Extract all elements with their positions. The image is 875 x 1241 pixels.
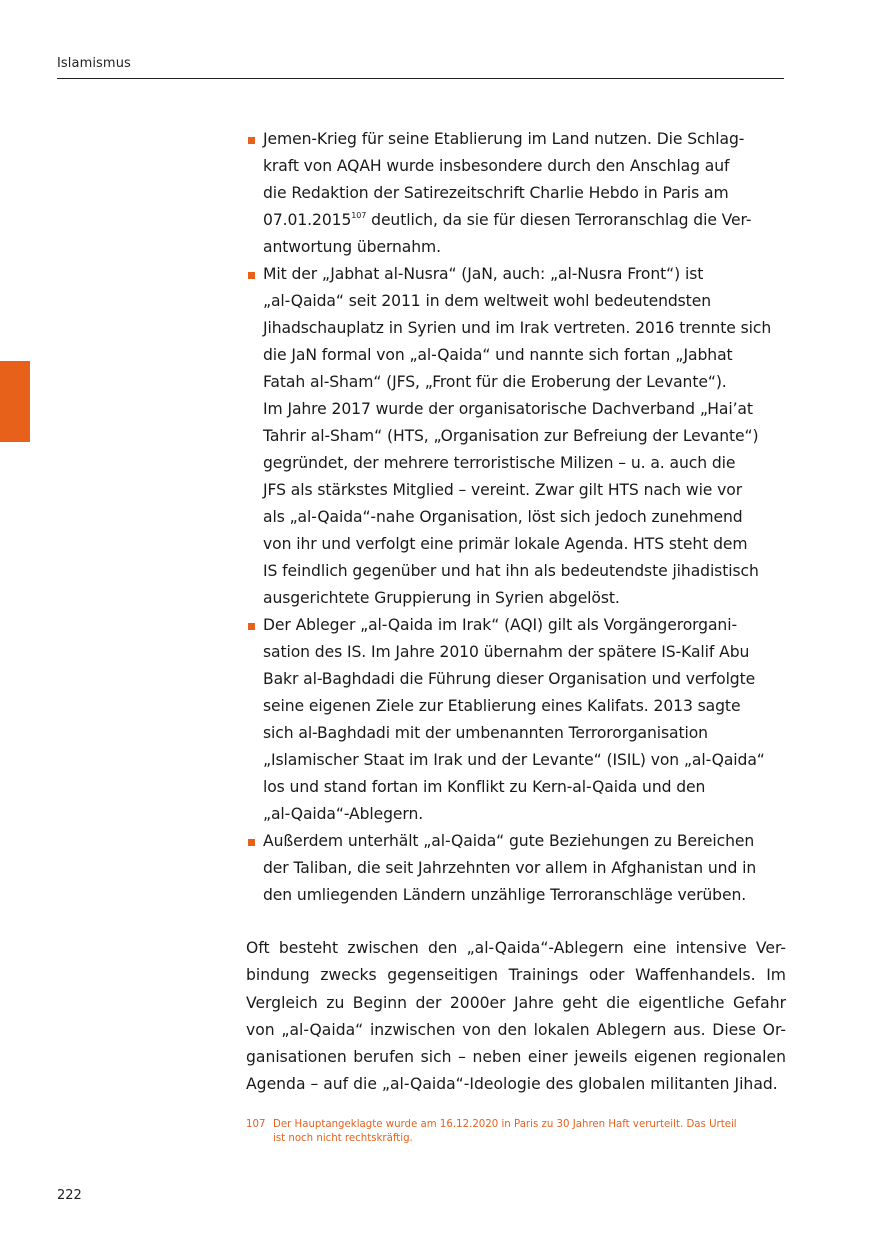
text-line: die Redaktion der Satirezeitschrift Charlie Hebdo in Paris am [263,184,729,202]
date-text: 07.01.2015 [263,211,352,229]
text-line: Fatah al-Sham“ (JFS, „Front für die Eroberung der Levante“). [263,373,727,391]
bullet-item-1 [247,126,784,261]
text-line: sation des IS. Im Jahre 2010 übernahm der spätere IS-Kalif Abu [263,643,750,661]
text-line: als „al-Qaida“-nahe Organisation, löst sich jedoch zunehmend [263,508,743,526]
text-line: den umliegenden Ländern unzählige Terroranschläge verüben. [263,886,747,904]
text-line: antwortung übernahm. [263,238,441,256]
bullet-item-3 [247,612,784,828]
line-text: deutlich, da sie für diesen Terroranschlag die Ver- [371,211,752,229]
body-paragraph [246,935,786,1099]
text-line: von „al-Qaida“ inzwischen von den lokalen Ablegern aus. Diese Or- [246,1020,786,1039]
square-bullet-icon [248,272,255,279]
text-line: los und stand fortan im Konflikt zu Kern-al-Qaida und den [263,778,706,796]
text-line: Im Jahre 2017 wurde der organisatorische Dachverband „Hai’at [263,400,753,418]
text-line: „al-Qaida“-Ablegern. [263,805,424,823]
footnote-line: ist noch nicht rechtskräftig. [273,1132,413,1144]
chapter-marker-tab [0,361,30,442]
text-line: kraft von AQAH wurde insbesondere durch den Anschlag auf [263,157,730,175]
text-line: Außerdem unterhält „al-Qaida“ gute Beziehungen zu Bereichen [263,832,755,850]
text-line: sich al-Baghdadi mit der umbenannten Terrororganisation [263,724,708,742]
bullet-item-2 [247,261,784,612]
header-rule [57,78,784,79]
square-bullet-icon [248,839,255,846]
footnote [246,1118,786,1145]
text-line: Tahrir al-Sham“ (HTS, „Organisation zur Befreiung der Levante“) [263,427,759,445]
text-line: Bakr al-Baghdadi die Führung dieser Organisation und verfolgte [263,670,756,688]
text-line: seine eigenen Ziele zur Etablierung eines Kalifats. 2013 sagte [263,697,741,715]
text-line: ganisationen berufen sich – neben einer jeweils eigenen regionalen [246,1048,786,1067]
text-line: Mit der „Jabhat al-Nusra“ (JaN, auch: „al-Nusra Front“) ist [263,265,704,283]
text-line: JFS als stärkstes Mitglied – vereint. Zwar gilt HTS nach wie vor [263,481,743,499]
footnote-reference[interactable]: 107 [351,211,367,220]
square-bullet-icon [248,623,255,630]
footnote-text [273,1118,786,1145]
bullet-item-4 [247,828,784,909]
footnote-line: Der Hauptangeklagte wurde am 16.12.2020 in Paris zu 30 Jahren Haft verurteilt. Das Urteil [273,1119,737,1130]
text-line: Oft besteht zwischen den „al-Qaida“-Ablegern eine intensive Ver- [246,939,786,957]
text-line: Vergleich zu Beginn der 2000er Jahre geht die eigentliche Gefahr [246,993,786,1012]
text-line: ausgerichtete Gruppierung in Syrien abgelöst. [263,589,620,607]
text-line: gegründet, der mehrere terroristische Milizen – u. a. auch die [263,454,736,472]
text-line-with-footnote [263,207,784,234]
text-line: von ihr und verfolgt eine primär lokale Agenda. HTS steht dem [263,535,748,553]
text-line: Jihadschauplatz in Syrien und im Irak vertreten. 2016 trennte sich [263,319,772,337]
footnote-number: 107 [246,1119,266,1130]
text-line: Der Ableger „al-Qaida im Irak“ (AQI) gilt als Vorgängerorgani- [263,616,737,634]
text-line: IS feindlich gegenüber und hat ihn als bedeutendste jihadistisch [263,562,759,580]
bullet-list [247,126,784,909]
text-line: der Taliban, die seit Jahrzehnten vor allem in Afghanistan und in [263,859,757,877]
text-line: bindung zwecks gegenseitigen Trainings oder Waffenhandels. Im [246,966,786,985]
text-line: „Islamischer Staat im Irak und der Levante“ (ISIL) von „al-Qaida“ [263,751,765,769]
square-bullet-icon [248,137,255,144]
text-line: die JaN formal von „al-Qaida“ und nannte sich fortan „Jabhat [263,346,733,364]
text-line: Agenda – auf die „al-Qaida“-Ideologie des globalen militanten Jihad. [246,1075,778,1094]
page-number: 222 [57,1188,82,1203]
running-header-title: Islamismus [57,56,131,71]
text-line: Jemen-Krieg für seine Etablierung im Land nutzen. Die Schlag- [263,130,745,148]
text-line: „al-Qaida“ seit 2011 in dem weltweit wohl bedeutendsten [263,292,711,310]
